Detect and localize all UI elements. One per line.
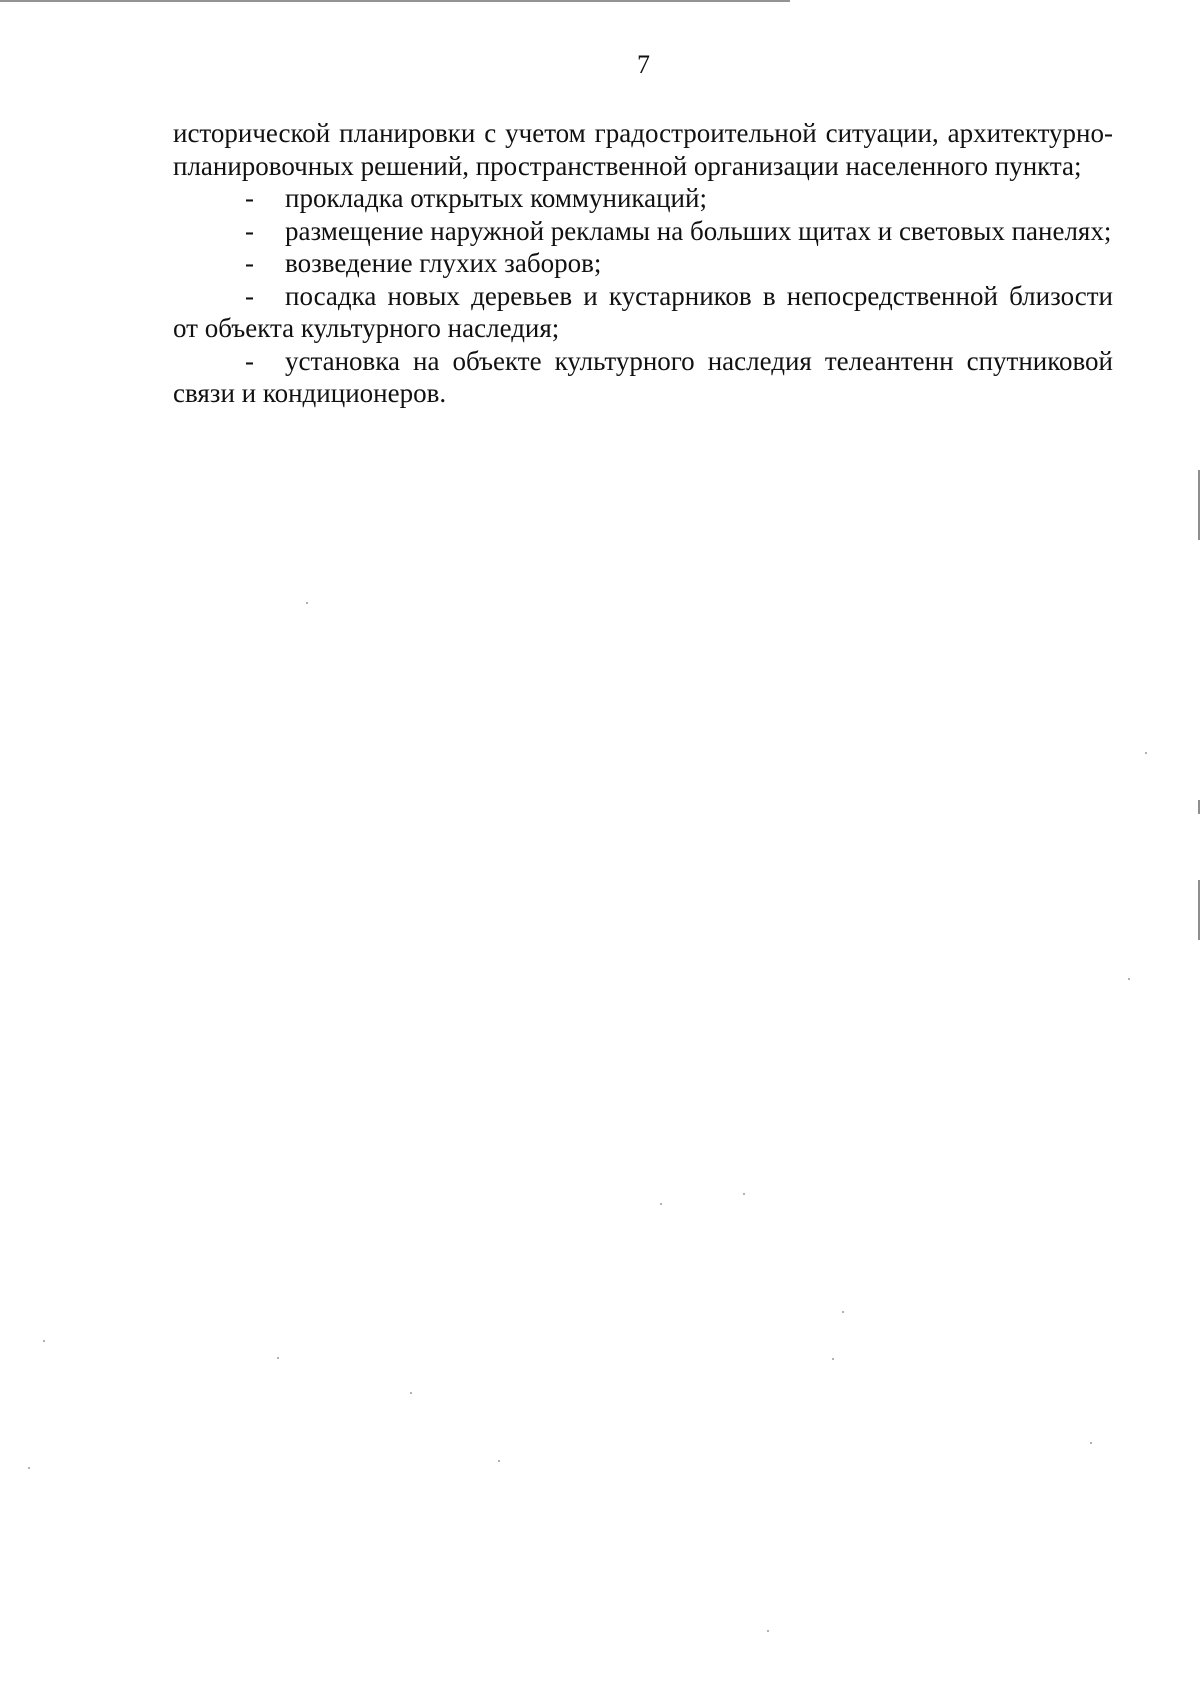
- scan-speck: [832, 1358, 834, 1360]
- scan-edge-line: [0, 0, 790, 2]
- list-item: [173, 215, 1113, 248]
- bullet-dash: -: [245, 183, 254, 213]
- bullet-dash: -: [245, 248, 254, 278]
- intro-paragraph: исторической планировки с учетом градостроительной ситуации, архитектурно-планировочных решений, пространственной организации населенного пункта;: [173, 118, 1113, 181]
- scan-speck: [1128, 978, 1130, 980]
- list-item: [173, 280, 1113, 345]
- list-item: [173, 345, 1113, 410]
- bullet-dash: -: [245, 280, 254, 311]
- scan-speck: [1145, 752, 1147, 754]
- list-item-text: установка на объекте культурного наследия телеантенн спутниковой связи и кондиционеров.: [173, 345, 1113, 408]
- list-item: [173, 182, 1113, 215]
- scan-speck: [660, 1203, 662, 1205]
- list-item: [173, 247, 1113, 280]
- scan-speck: [306, 602, 308, 604]
- scan-speck: [498, 1460, 500, 1462]
- list-item-text: прокладка открытых коммуникаций;: [285, 183, 707, 213]
- bullet-dash: -: [245, 215, 254, 246]
- list-item-text: посадка новых деревьев и кустарников в непосредственной близости от объекта культурного наследия;: [173, 280, 1113, 343]
- page-number: 7: [637, 50, 650, 79]
- scan-speck: [277, 1357, 279, 1359]
- list-item-text: возведение глухих заборов;: [285, 248, 602, 278]
- bullet-dash: -: [245, 345, 254, 376]
- scan-speck: [410, 1392, 412, 1394]
- scan-speck: [767, 1630, 769, 1632]
- scan-speck: [28, 1467, 30, 1469]
- scan-speck: [743, 1193, 745, 1195]
- scan-speck: [43, 1340, 45, 1342]
- document-body: [173, 117, 1113, 410]
- list-item-text: размещение наружной рекламы на больших щитах и световых панелях;: [285, 215, 1112, 246]
- scan-speck: [1090, 1442, 1092, 1444]
- scan-speck: [842, 1311, 844, 1313]
